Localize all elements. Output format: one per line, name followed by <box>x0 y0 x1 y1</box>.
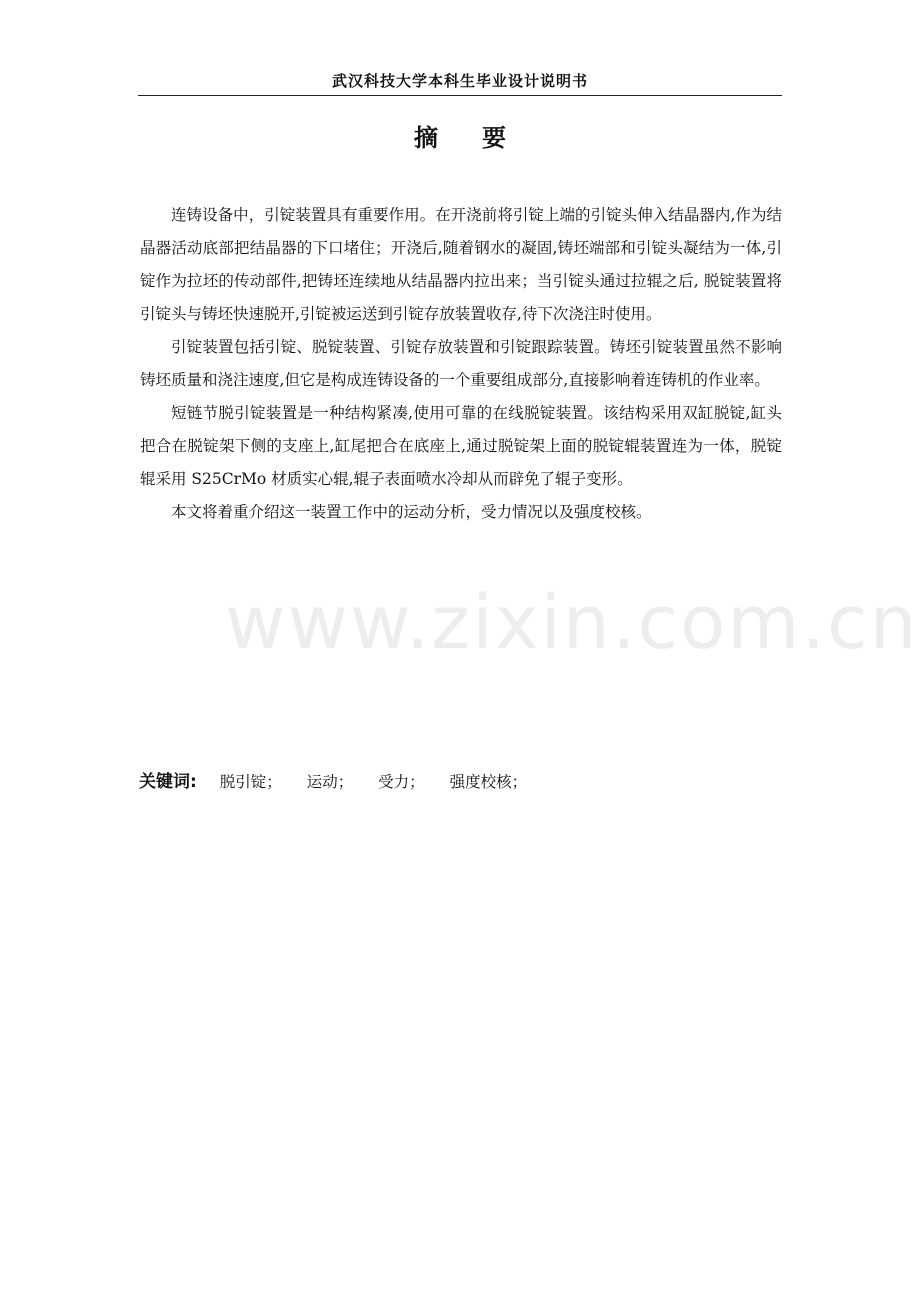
abstract-body <box>140 199 782 529</box>
paragraph-1: 连铸设备中，引锭装置具有重要作用。在开浇前将引锭上端的引锭头伸入结晶器内,作为结晶器活动底部把结晶器的下口堵住；开浇后,随着钢水的凝固,铸坯端部和引锭头凝结为一体,引锭作为拉坯的传动部件,把铸坯连续地从结晶器内拉出来；当引锭头通过拉辊之后, 脱锭装置将引锭头与铸坯快速脱开,引锭被运送到引锭存放装置收存,待下次浇注时使用。 <box>140 206 782 323</box>
paragraph-3: 短链节脱引锭装置是一种结构紧凑,使用可靠的在线脱锭装置。该结构采用双缸脱锭,缸头把合在脱锭架下侧的支座上,缸尾把合在底座上,通过脱锭架上面的脱锭辊装置连为一体，脱锭辊采用 S25CrMo 材质实心辊,辊子表面喷水冷却从而辟免了辊子变形。 <box>140 404 782 488</box>
keyword-item: 受力； <box>378 773 425 791</box>
keywords-label: 关键词: <box>139 772 197 792</box>
keyword-item: 脱引锭； <box>219 773 282 791</box>
watermark: www.zixin.com.cn <box>225 580 919 666</box>
paragraph-4: 本文将着重介绍这一装置工作中的运动分析，受力情况以及强度校核。 <box>171 503 652 521</box>
paragraph-2: 引锭装置包括引锭、脱锭装置、引锭存放装置和引锭跟踪装置。铸坯引锭装置虽然不影响铸坯质量和浇注速度,但它是构成连铸设备的一个重要组成部分,直接影响着连铸机的作业率。 <box>140 338 782 389</box>
keyword-item: 运动； <box>306 773 354 791</box>
header-rule <box>138 95 782 96</box>
running-header: 武汉科技大学本科生毕业设计说明书 <box>331 72 588 90</box>
keyword-item: 强度校核； <box>449 773 528 791</box>
keywords-line <box>139 767 783 797</box>
page-title: 摘要 <box>414 124 550 152</box>
